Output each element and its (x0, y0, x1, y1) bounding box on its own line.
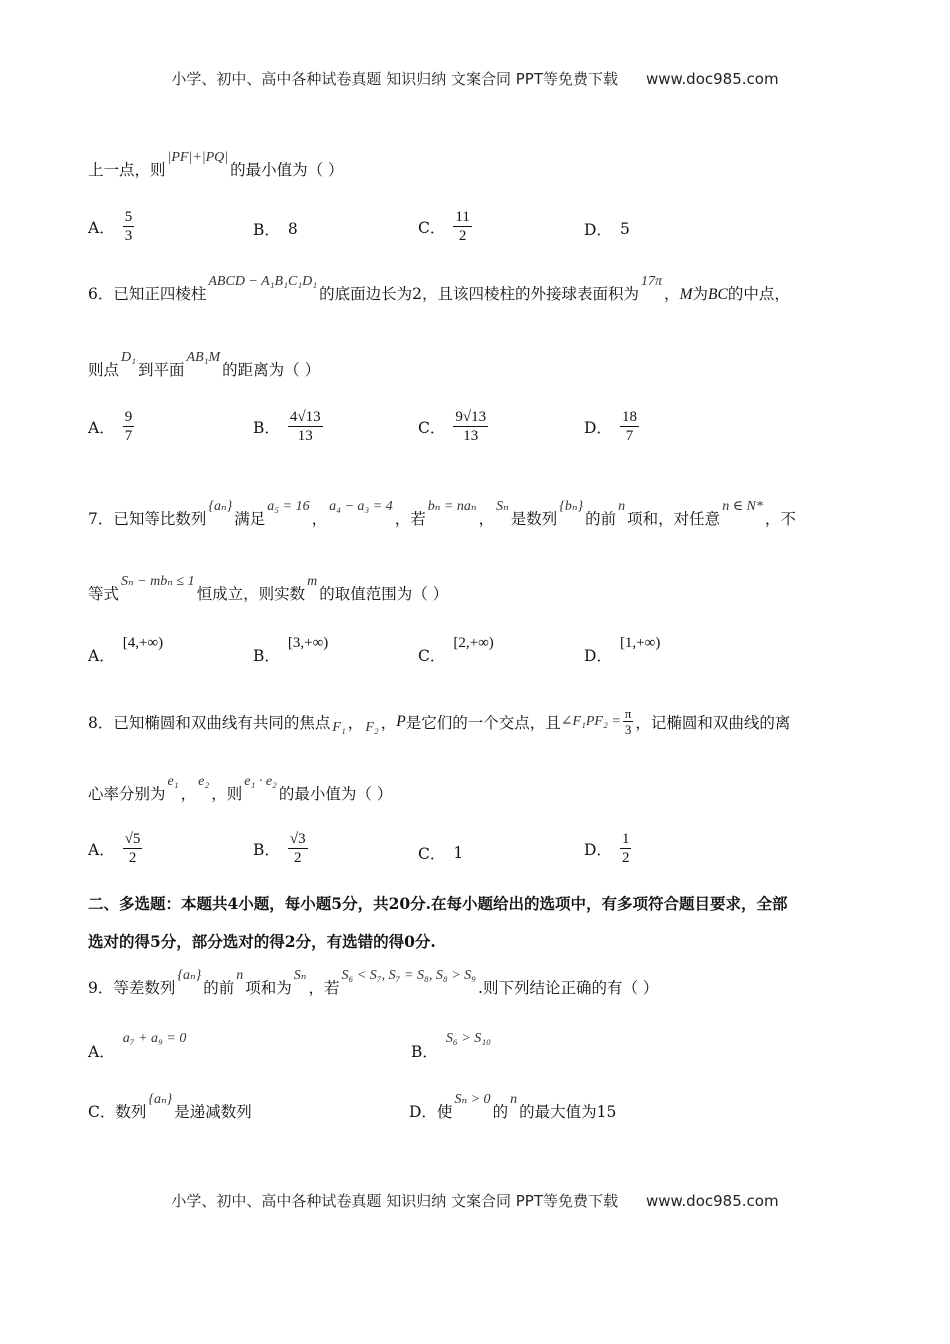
q7-stem-line2: 等式Sₙ − mbₙ ≤ 1恒成立，则实数m的取值范围为（ ） (88, 574, 449, 603)
q5-option-c[interactable]: C． $\frac{11}{2}$ (418, 209, 470, 244)
page-footer (0, 1190, 950, 1211)
footer-url[interactable]: www.doc985.com (645, 1192, 779, 1210)
q8-option-b[interactable]: B． $\frac{√3}{2}$ (253, 831, 306, 866)
q7-option-c[interactable]: C． [2,+∞) (418, 634, 494, 665)
q8-stem-line1: 8．已知椭圆和双曲线有共同的焦点 F₁ ， F₂ ， P 是它们的一个交点，且 ∠F₁PF₂ = $\frac{\pi}{3}$ ，记椭圆和双曲线的离 (88, 706, 791, 737)
q6-option-a[interactable]: A． $\frac{9}{7}$ (88, 409, 133, 444)
q8-option-a[interactable]: A． $\frac{√5}{2}$ (88, 831, 141, 866)
q6-stem-line2: 则点D₁到平面AB₁M的距离为（ ） (88, 350, 321, 379)
q6-option-d[interactable]: D． $\frac{18}{7}$ (584, 409, 637, 444)
q6-option-b[interactable]: B． $\frac{4√13}{13}$ (253, 409, 321, 444)
q9-option-b[interactable]: B． S₆ > S₁₀ (411, 1031, 491, 1061)
q8-option-d[interactable]: D． $\frac{1}{2}$ (584, 831, 630, 866)
q5-option-b[interactable]: B． 8 (253, 220, 298, 239)
q9-option-a[interactable]: A． a₇ + a₉ = 0 (88, 1031, 187, 1061)
q7-stem-line1: 7．已知等比数列{aₙ}满足a₅ = 16，a₄ − a₃ = 4，若bₙ = naₙ，Sₙ是数列{bₙ}的前n项和，对任意n ∈ N*，不 (88, 499, 796, 528)
q7-option-b[interactable]: B． [3,+∞) (253, 634, 329, 665)
q5-option-d[interactable]: D． 5 (584, 220, 630, 239)
q7-option-a[interactable]: A． [4,+∞) (88, 634, 164, 665)
q5-formula: |PF|+|PQ| (167, 150, 229, 165)
q5-stem: 上一点，则|PF|+|PQ|的最小值为（ ） (88, 150, 344, 179)
q9-stem: 9．等差数列{aₙ}的前n项和为Sₙ，若S₆ < S₇, S₇ = S₈, S₈ > S₉.则下列结论正确的有（ ） (88, 968, 659, 997)
header-text: 小学、初中、高中各种试卷真题 知识归纳 文案合同 PPT等免费下载 (171, 70, 618, 88)
page-header (0, 68, 950, 89)
header-url[interactable]: www.doc985.com (645, 70, 779, 88)
footer-text: 小学、初中、高中各种试卷真题 知识归纳 文案合同 PPT等免费下载 (171, 1192, 618, 1210)
q6-option-c[interactable]: C． $\frac{9√13}{13}$ (418, 409, 487, 444)
q9-option-c[interactable]: C．数列{aₙ}是递减数列 (88, 1092, 252, 1121)
section2-title-line2: 选对的得5分，部分选对的得2分，有选错的得0分. (88, 932, 436, 951)
section2-title-line1: 二、多选题：本题共4小题，每小题5分，共20分.在每小题给出的选项中，有多项符合题目要求，全部 (88, 894, 788, 913)
q8-stem-line2: 心率分别为e₁，e₂，则e₁ · e₂的最小值为（ ） (88, 774, 393, 803)
q8-option-c[interactable]: C． 1 (418, 844, 464, 863)
q9-option-d[interactable]: D．使Sₙ > 0的n的最大值为15 (409, 1092, 617, 1121)
q6-stem-line1: 6．已知正四棱柱ABCD − A₁B₁C₁D₁的底面边长为2，且该四棱柱的外接球表面积为17π，M为BC的中点， (88, 274, 790, 303)
q7-option-d[interactable]: D． [1,+∞) (584, 634, 661, 665)
q5-option-a[interactable]: A． $\frac{5}{3}$ (88, 209, 133, 244)
